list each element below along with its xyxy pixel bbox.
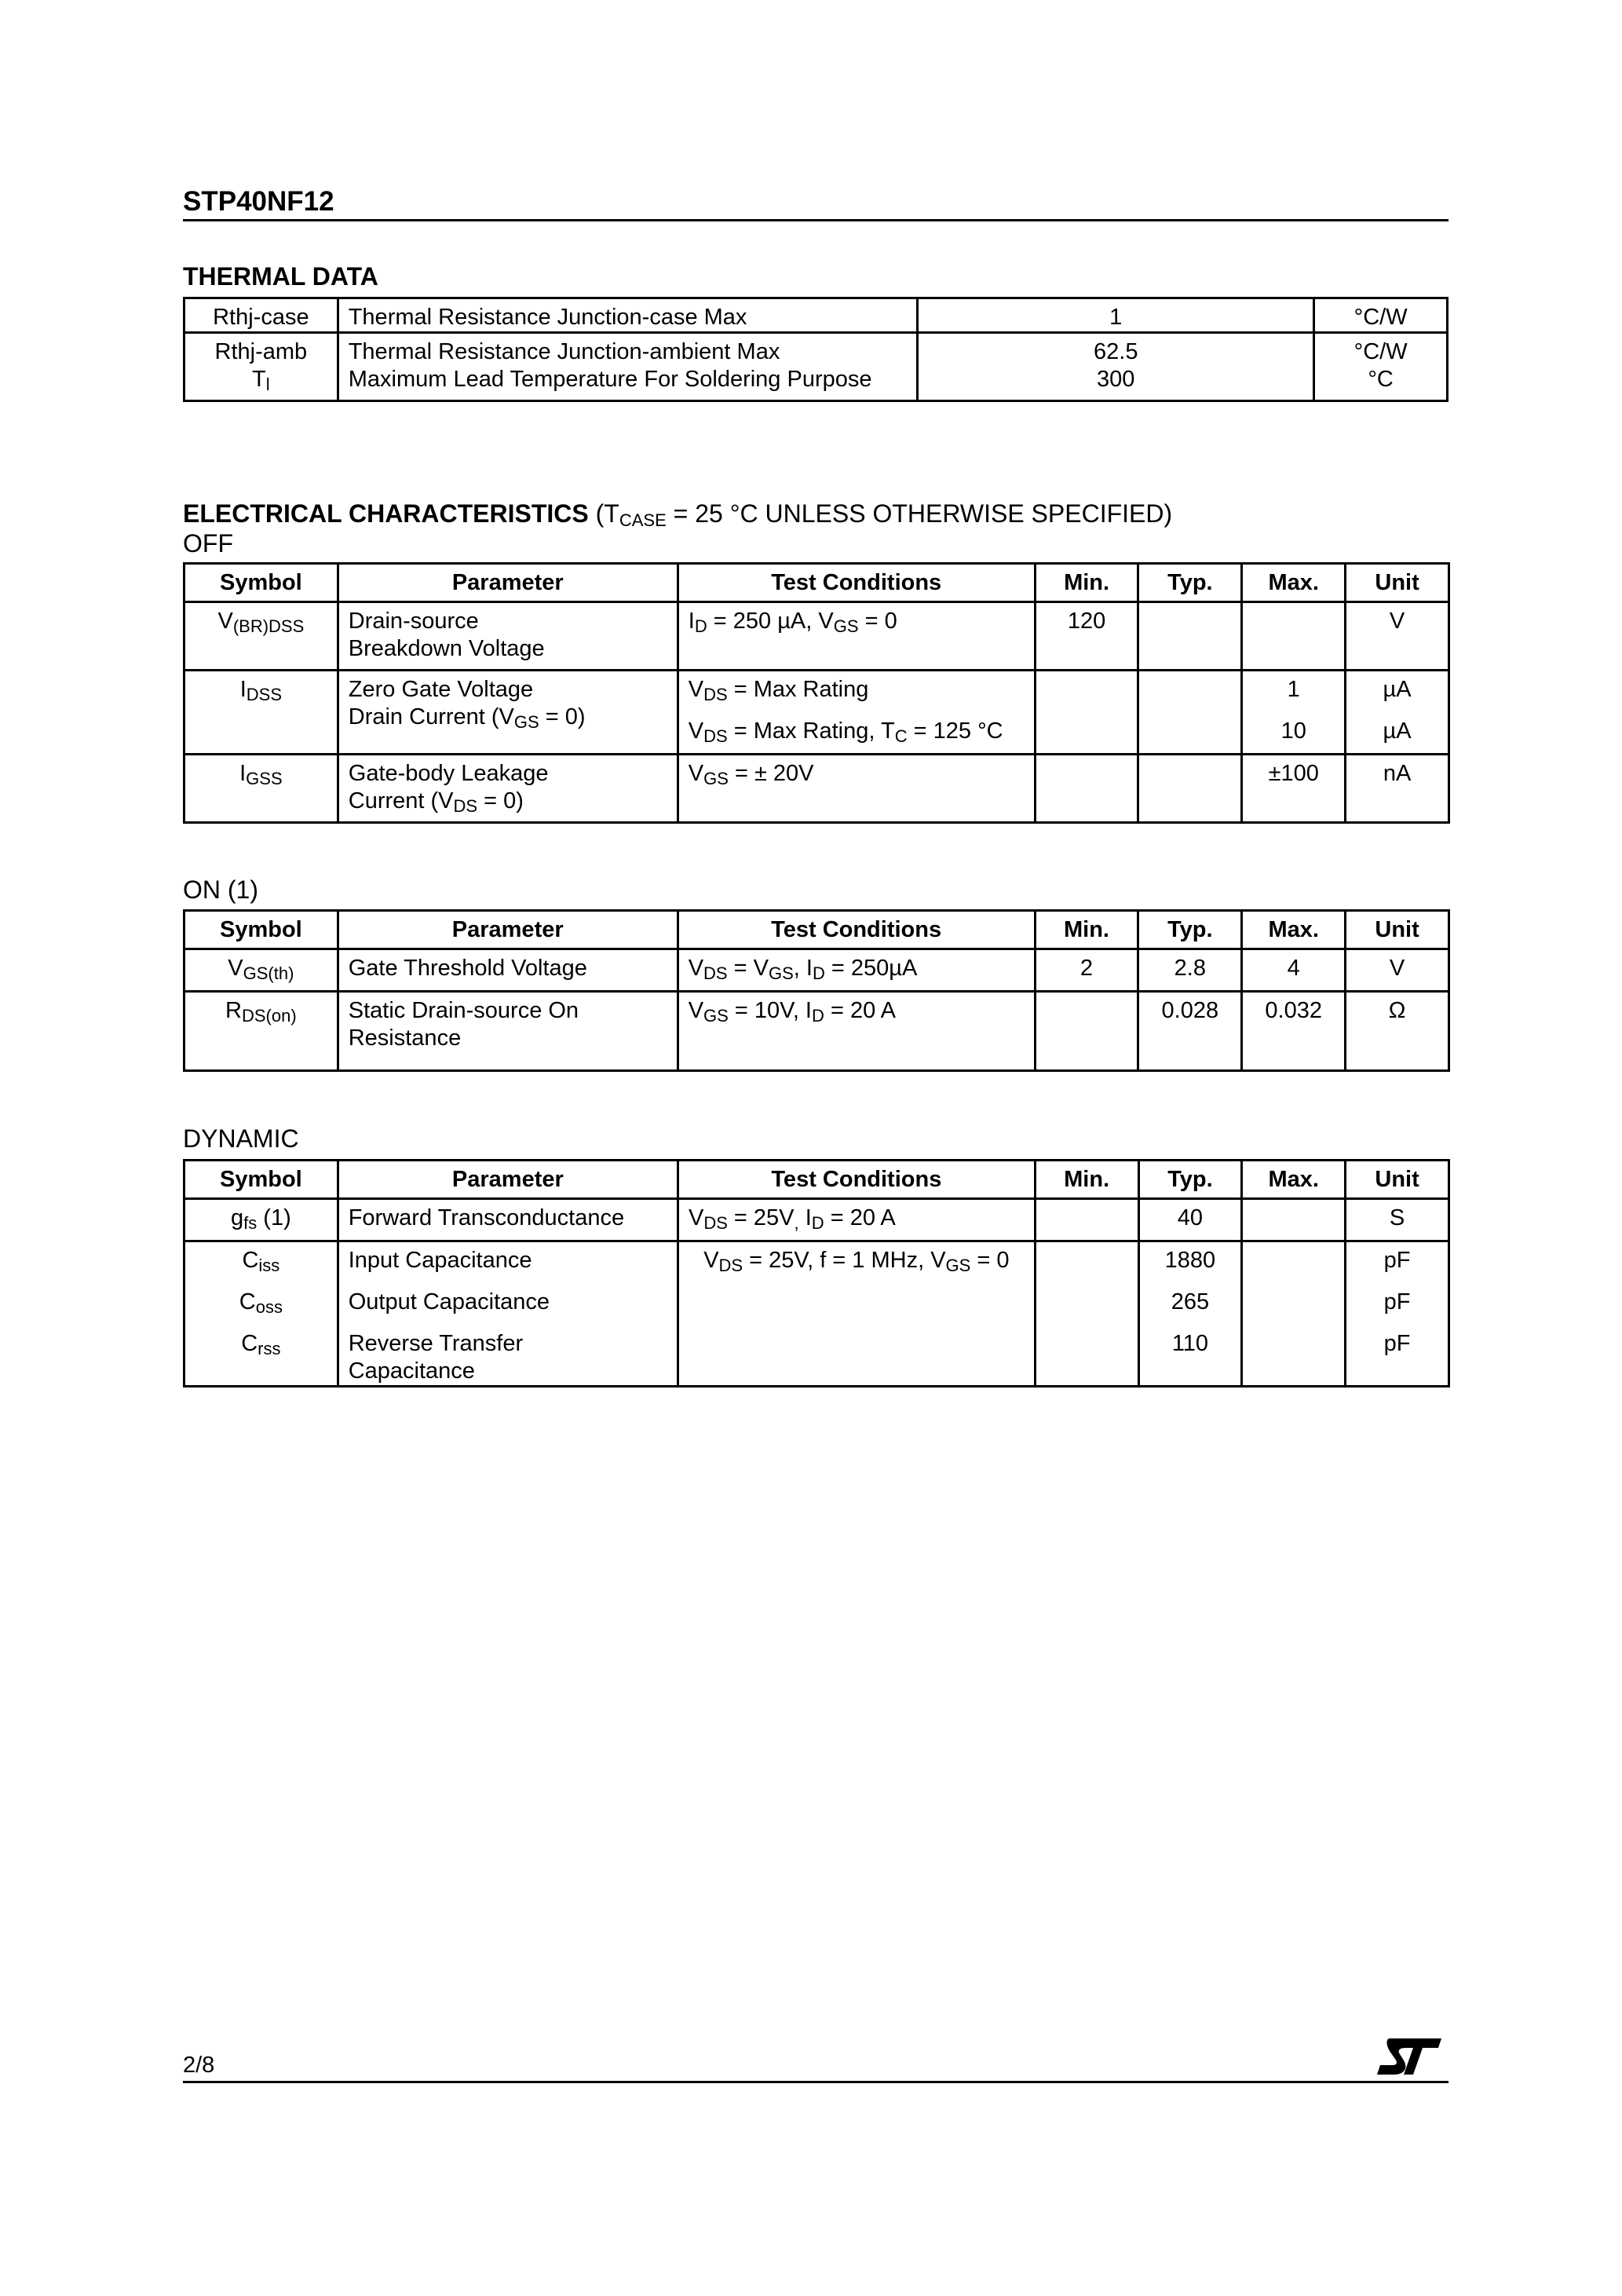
parameter-cell: Thermal Resistance Junction-ambient Max	[338, 333, 918, 367]
parameter-cell: Forward Transconductance	[338, 1199, 678, 1241]
table-row	[184, 755, 1449, 823]
parameter-cell: Maximum Lead Temperature For Soldering Purpose	[338, 366, 918, 401]
symbol-cell: Rthj-amb	[184, 333, 338, 367]
typ-cell	[1138, 755, 1242, 823]
min-cell	[1035, 755, 1138, 823]
unit-cell: Ω	[1346, 992, 1449, 1071]
thermal-data-title: THERMAL DATA	[183, 262, 378, 291]
parameter-cell: Gate Threshold Voltage	[338, 949, 678, 992]
symbol-cell: $R_{DS(on)}$	[184, 992, 338, 1071]
table-row	[184, 992, 1449, 1071]
max-cell: 4	[1242, 949, 1346, 992]
dynamic-table	[183, 1159, 1450, 1387]
table-row	[184, 366, 1448, 401]
min-cell: 2	[1035, 949, 1138, 992]
unit-cell: S	[1346, 1199, 1449, 1241]
typ-cell: 40	[1138, 1199, 1242, 1241]
table-row	[184, 1241, 1449, 1387]
symbol-cell: $T_l$	[184, 366, 338, 401]
parameter-cell: Drain-source Breakdown Voltage	[338, 602, 678, 671]
typ-cell	[1138, 671, 1242, 755]
table-row	[184, 1199, 1449, 1241]
electrical-characteristics-title: ELECTRICAL CHARACTERISTICS ($T_{CASE} = 25$ °C UNLESS OTHERWISE SPECIFIED)	[183, 499, 1173, 530]
column-header-parameter: Parameter	[338, 1161, 678, 1199]
column-header-unit: Unit	[1346, 564, 1449, 602]
column-header-test-conditions: Test Conditions	[678, 564, 1035, 602]
on-section-title: ON (1)	[183, 876, 258, 904]
min-cell	[1035, 671, 1138, 755]
parameter-cell: Input Capacitance Output Capacitance Reverse Transfer Capacitance	[338, 1241, 678, 1387]
typ-cell: 2.8	[1138, 949, 1242, 992]
page-header	[183, 185, 1448, 218]
column-header-test-conditions: Test Conditions	[678, 911, 1035, 949]
column-header-test-conditions: Test Conditions	[678, 1161, 1035, 1199]
footer-rule	[183, 2081, 1448, 2083]
symbol-cell: $C_{iss}$ $C_{oss}$ $C_{rss}$	[184, 1241, 338, 1387]
test-conditions-cell: $V_{DS} = 25V$, f = 1 MHz, $V_{GS} = 0$	[678, 1241, 1035, 1387]
column-header-min: Min.	[1035, 1161, 1138, 1199]
min-cell: 120	[1035, 602, 1138, 671]
column-header-unit: Unit	[1346, 1161, 1449, 1199]
unit-cell: °C/W	[1314, 298, 1448, 333]
table-row	[184, 949, 1449, 992]
column-header-symbol: Symbol	[184, 1161, 338, 1199]
max-cell: ±100	[1242, 755, 1346, 823]
unit-cell: µA µA	[1346, 671, 1449, 755]
column-header-unit: Unit	[1346, 911, 1449, 949]
max-cell: 0.032	[1242, 992, 1346, 1071]
typ-cell: 1880 265 110	[1138, 1241, 1242, 1387]
test-conditions-cell: $V_{GS}$ = ± 20V	[678, 755, 1035, 823]
test-conditions-cell: $I_D = 250$ µA, $V_{GS} = 0$	[678, 602, 1035, 671]
off-section-title: OFF	[183, 529, 233, 558]
symbol-cell: $I_{GSS}$	[184, 755, 338, 823]
test-conditions-cell: $V_{DS}$ = Max Rating $V_{DS}$ = Max Rating, $T_C = 125$ °C	[678, 671, 1035, 755]
column-header-typ: Typ.	[1138, 564, 1242, 602]
max-cell	[1242, 1241, 1346, 1387]
table-row	[184, 333, 1448, 367]
st-logo-icon	[1374, 2034, 1445, 2079]
table-header-row	[184, 1161, 1449, 1199]
value-cell: 62.5	[918, 333, 1314, 367]
table-header-row	[184, 911, 1449, 949]
parameter-cell: Gate-body Leakage Current $(V_{DS} = 0)$	[338, 755, 678, 823]
on-table	[183, 909, 1450, 1072]
symbol-cell: Rthj-case	[184, 298, 338, 333]
column-header-min: Min.	[1035, 564, 1138, 602]
header-rule	[183, 219, 1448, 221]
test-conditions-cell: $V_{DS} = V_{GS}$, $I_D = 250\mu A$	[678, 949, 1035, 992]
max-cell	[1242, 602, 1346, 671]
test-conditions-cell: $V_{DS} = 25V_,$ $I_D = 20$ A	[678, 1199, 1035, 1241]
column-header-parameter: Parameter	[338, 564, 678, 602]
symbol-cell: $V_{(BR)DSS}$	[184, 602, 338, 671]
symbol-cell: $I_{DSS}$	[184, 671, 338, 755]
column-header-max: Max.	[1242, 911, 1346, 949]
unit-cell: V	[1346, 949, 1449, 992]
page-number: 2/8	[183, 2053, 215, 2078]
test-conditions-cell: $V_{GS} = 10V$, $I_D = 20$ A	[678, 992, 1035, 1071]
unit-cell: °C/W	[1314, 333, 1448, 367]
unit-cell: nA	[1346, 755, 1449, 823]
parameter-cell: Zero Gate Voltage Drain Current $(V_{GS} = 0)$	[338, 671, 678, 755]
column-header-max: Max.	[1242, 1161, 1346, 1199]
column-header-min: Min.	[1035, 911, 1138, 949]
unit-cell: pF pF pF	[1346, 1241, 1449, 1387]
table-row	[184, 298, 1448, 333]
value-cell: 1	[918, 298, 1314, 333]
column-header-parameter: Parameter	[338, 911, 678, 949]
document-title: STP40NF12	[183, 186, 334, 217]
table-row	[184, 671, 1449, 755]
min-cell	[1035, 1241, 1138, 1387]
column-header-symbol: Symbol	[184, 564, 338, 602]
table-header-row	[184, 564, 1449, 602]
min-cell	[1035, 992, 1138, 1071]
max-cell: 1 10	[1242, 671, 1346, 755]
symbol-cell: $g_{fs}$ (1)	[184, 1199, 338, 1241]
typ-cell: 0.028	[1138, 992, 1242, 1071]
column-header-max: Max.	[1242, 564, 1346, 602]
symbol-cell: $V_{GS(th)}$	[184, 949, 338, 992]
min-cell	[1035, 1199, 1138, 1241]
thermal-data-table	[183, 297, 1448, 402]
column-header-typ: Typ.	[1138, 911, 1242, 949]
value-cell: 300	[918, 366, 1314, 401]
column-header-symbol: Symbol	[184, 911, 338, 949]
unit-cell: °C	[1314, 366, 1448, 401]
dynamic-section-title: DYNAMIC	[183, 1124, 299, 1153]
column-header-typ: Typ.	[1138, 1161, 1242, 1199]
table-row	[184, 602, 1449, 671]
parameter-cell: Static Drain-source On Resistance	[338, 992, 678, 1071]
max-cell	[1242, 1199, 1346, 1241]
off-table	[183, 562, 1450, 824]
unit-cell: V	[1346, 602, 1449, 671]
typ-cell	[1138, 602, 1242, 671]
parameter-cell: Thermal Resistance Junction-case Max	[338, 298, 918, 333]
